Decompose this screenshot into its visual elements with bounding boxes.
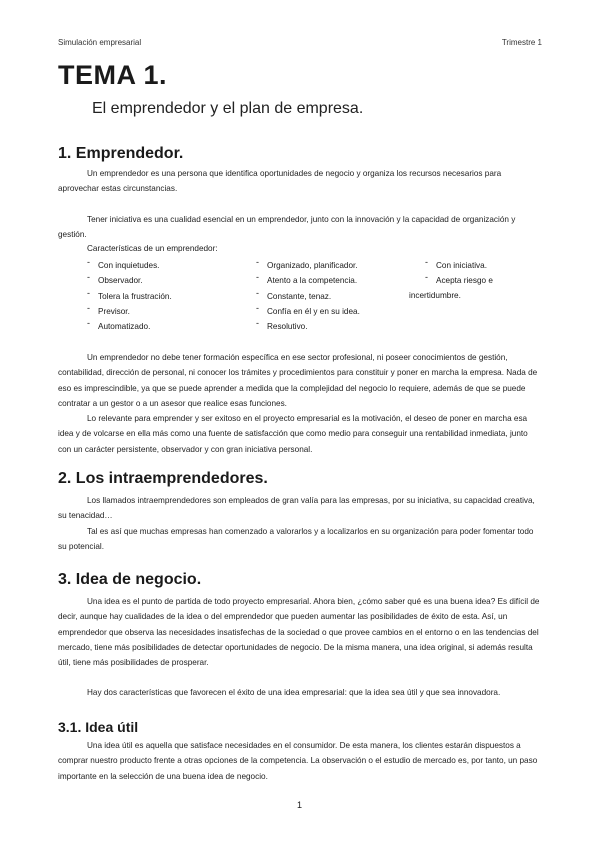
- section-3-1-heading: 3.1. Idea útil: [58, 719, 139, 735]
- bullet-dash: -: [256, 302, 259, 313]
- section-1-paragraph-3: [58, 350, 543, 411]
- bullet-dash: -: [87, 302, 90, 313]
- page-subtitle: El emprendedor y el plan de empresa.: [92, 100, 364, 117]
- bullet-dash: -: [87, 287, 90, 298]
- list-item: - Resolutivo.: [256, 318, 308, 332]
- list-item: - Automatizado.: [87, 318, 151, 332]
- section-1-paragraph-4: [58, 411, 543, 457]
- section-3-paragraph-1: [58, 594, 543, 670]
- bullet-dash: -: [425, 272, 428, 283]
- characteristics-column-1: [87, 258, 172, 334]
- list-item: - Con iniciativa.: [425, 257, 487, 270]
- section-2-paragraph-2-text: Tal es así que muchas empresas han comenzado a valorarlos y a localizarlos en su organización para poder fomentar todo su potencial.: [58, 527, 534, 552]
- list-item-continuation: incertidumbre.: [409, 291, 461, 300]
- bullet-dash: -: [256, 257, 259, 267]
- section-3-heading: 3. Idea de negocio.: [58, 571, 202, 588]
- section-1-paragraph-3-text: Un emprendedor no debe tener formación específica en ese sector profesional, ni poseer conocimientos de gestión, contabilidad, dirección de personal, ni conocer los trámites y procedimientos para constituir y poner en marcha la empresa. Nada de eso es imprescindible, ya que se puede aprender a medida que la complejidad del negocio lo requiere, además de que se puede contratar a un gestor o a un asesor que realice esas funciones.: [58, 353, 538, 408]
- section-3-paragraph-2-text: Hay dos características que favorecen el éxito de una idea empresarial: que la idea sea útil y que sea innovadora.: [87, 688, 501, 697]
- section-3-paragraph-1-text: Una idea es el punto de partida de todo proyecto empresarial. Ahora bien, ¿cómo saber qué es una buena idea? Es difícil de decir, aunque hay cualidades de la idea o del emprendedor que pueden aumentar las posibilidades de éxito de esta. Así, un emprendedor que observa las necesidades insatisfechas de la sociedad o que provee cambios en el entorno o en las tendencias del mercado, tiene más posibilidades de detectar oportunidades de negocio. De la misma manera, una idea original, si además resulta útil, tiene más posibilidades de prosperar.: [58, 597, 540, 668]
- bullet-dash: -: [425, 257, 428, 267]
- section-1-paragraph-1: [58, 166, 543, 197]
- list-item: - Tolera la frustración.: [87, 287, 172, 301]
- header-right: Trimestre 1: [501, 38, 542, 47]
- section-1-paragraph-2: [58, 212, 543, 243]
- section-2-paragraph-1: [58, 493, 543, 524]
- bullet-dash: -: [256, 318, 259, 329]
- section-2-heading: 2. Los intraemprendedores.: [58, 470, 268, 487]
- section-1-paragraph-2-text: Tener iniciativa es una cualidad esencial en un emprendedor, junto con la innovación y la capacidad de organización y gestión.: [58, 215, 516, 240]
- bullet-dash: -: [87, 257, 90, 267]
- list-item: - Con inquietudes.: [87, 257, 160, 270]
- characteristics-column-3: [425, 258, 493, 289]
- list-item: - Previsor.: [87, 302, 130, 316]
- page-number: 1: [296, 800, 302, 810]
- list-item: - Confía en él y en su idea.: [256, 302, 360, 316]
- section-1-paragraph-4-text: Lo relevante para emprender y ser exitoso en el proyecto empresarial es la motivación, el deseo de poner en marcha esa idea y de volcarse en ella más como una fuente de satisfacción que como medio para conseguir una rentabilidad inmediata, junto con un carácter persistente, observador y con gran iniciativa personal.: [58, 414, 528, 454]
- list-item: - Acepta riesgo e: [425, 272, 493, 286]
- section-3-paragraph-2: [58, 685, 543, 700]
- page-title: TEMA 1.: [58, 60, 168, 90]
- section-1-paragraph-1-text: Un emprendedor es una persona que identifica oportunidades de negocio y organiza los recursos necesarios para aprovechar estas circunstancias.: [58, 169, 502, 194]
- bullet-dash: -: [256, 287, 259, 298]
- list-item: - Observador.: [87, 272, 143, 286]
- characteristics-label: Características de un emprendedor:: [87, 244, 218, 253]
- section-3-1-paragraph-1: [58, 738, 543, 784]
- characteristics-column-2: [256, 258, 360, 334]
- section-2-paragraph-2: [58, 524, 543, 555]
- section-1-heading: 1. Emprendedor.: [58, 145, 184, 162]
- bullet-dash: -: [256, 272, 259, 283]
- header-left: Simulación empresarial: [58, 38, 142, 47]
- bullet-dash: -: [87, 318, 90, 329]
- section-3-1-paragraph-1-text: Una idea útil es aquella que satisface necesidades en el consumidor. De esta manera, los clientes estarán dispuestos a comprar nuestro producto frente a otras opciones de la competencia. La observación o el estudio de mercado es, por tanto, un paso importante en la selección de una buena idea de negocio.: [58, 741, 538, 781]
- list-item: - Organizado, planificador.: [256, 257, 358, 270]
- list-item: - Constante, tenaz.: [256, 287, 332, 301]
- list-item: - Atento a la competencia.: [256, 272, 358, 286]
- section-2-paragraph-1-text: Los llamados intraemprendedores son empleados de gran valía para las empresas, por su iniciativa, su capacidad creativa, su tenacidad…: [58, 496, 535, 521]
- bullet-dash: -: [87, 272, 90, 283]
